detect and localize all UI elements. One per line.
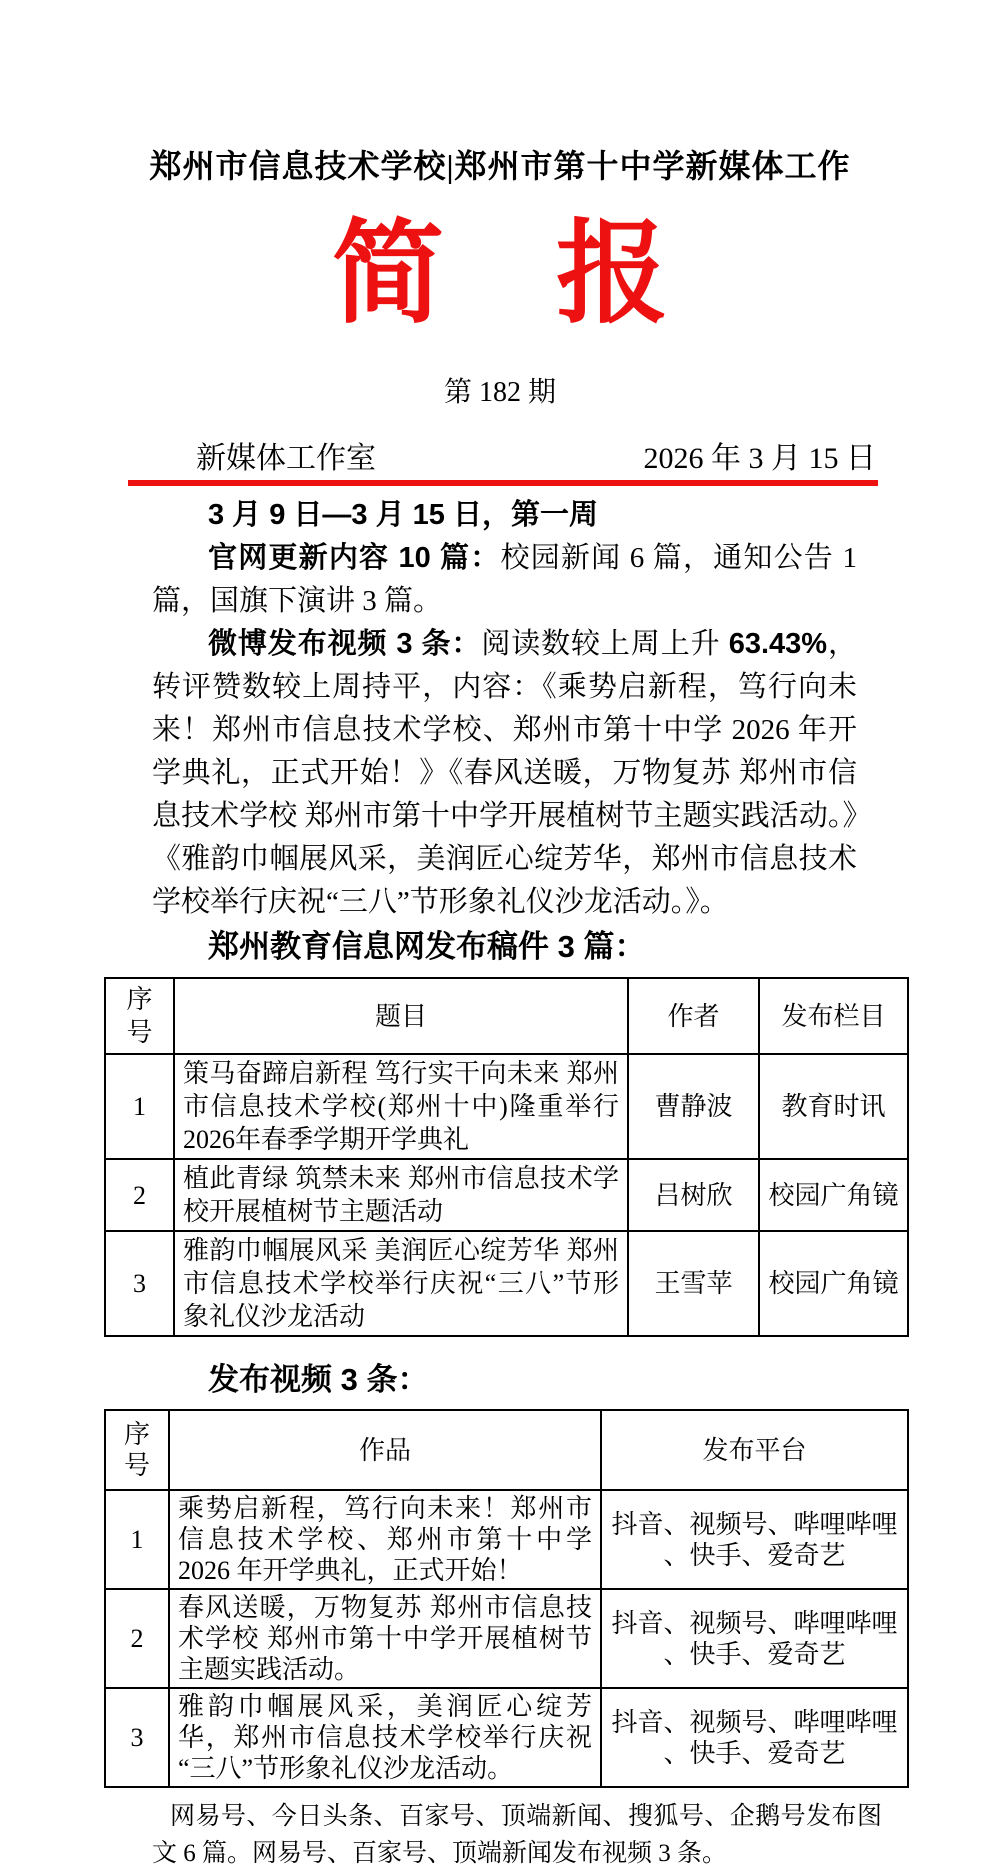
org-title: 郑州市信息技术学校|郑州市第十中学新媒体工作 bbox=[149, 148, 851, 184]
studio-name: 新媒体工作室 bbox=[196, 442, 376, 475]
website-update-detail: 校园新闻 6 篇，通知公告 1 篇，国旗下演讲 3 篇。 bbox=[152, 542, 857, 617]
work-cell: 雅韵巾帼展风采，美润匠心绽芳华，郑州市信息技术学校举行庆祝“三八”节形象礼仪沙龙活动。 bbox=[169, 1688, 601, 1787]
meta-row bbox=[196, 443, 876, 475]
table-row bbox=[105, 1490, 908, 1589]
bulletin-title: 简 报 bbox=[332, 211, 668, 336]
weibo-video-paragraph bbox=[152, 623, 857, 924]
weibo-detail-post: ，转评赞数较上周持平，内容：《乘势启新程，笃行向未来！郑州市信息技术学校、郑州市第十中学 2026 年开学典礼，正式开始！》《春风送暖，万物复苏 郑州市信息技术学校 郑州市第十中学开展植树节主题实践活动。》《雅韵巾帼展风采，美润匠心绽芳华，郑州市信息技术学校举行庆祝“三八”节形象礼仪沙龙活动。》。 bbox=[152, 628, 857, 918]
table-row bbox=[105, 1589, 908, 1688]
issue-date: 2026 年 3 月 15 日 bbox=[643, 442, 876, 475]
title-cell: 策马奋蹄启新程 笃行实干向未来 郑州市信息技术学校(郑州十中)隆重举行2026年春季学期开学典礼 bbox=[174, 1054, 628, 1159]
author-cell: 王雪苹 bbox=[628, 1231, 759, 1336]
col-header-work: 作品 bbox=[169, 1410, 601, 1490]
report-body bbox=[152, 494, 857, 924]
col-header-author: 作者 bbox=[628, 978, 759, 1054]
col-header-seq: 序号 bbox=[105, 1410, 169, 1490]
platform-cell: 抖音、视频号、哔哩哔哩 、快手、爱奇艺 bbox=[601, 1688, 908, 1787]
work-cell: 春风送暖，万物复苏 郑州市信息技术学校 郑州市第十中学开展植树节主题实践活动。 bbox=[169, 1589, 601, 1688]
seq-cell: 1 bbox=[105, 1490, 169, 1589]
table-row bbox=[105, 1159, 908, 1231]
col-header-seq: 序号 bbox=[105, 978, 174, 1054]
author-cell: 曹静波 bbox=[628, 1054, 759, 1159]
seq-cell: 2 bbox=[105, 1159, 174, 1231]
week-range-line bbox=[152, 494, 857, 537]
platform-cell: 抖音、视频号、哔哩哔哩 、快手、爱奇艺 bbox=[601, 1589, 908, 1688]
website-update-paragraph bbox=[152, 537, 857, 623]
platform-cell: 抖音、视频号、哔哩哔哩 、快手、爱奇艺 bbox=[601, 1490, 908, 1589]
col-header-platform: 发布平台 bbox=[601, 1410, 908, 1490]
work-cell: 乘势启新程，笃行向未来！郑州市信息技术学校、郑州市第十中学 2026 年开学典礼，正式开始！ bbox=[169, 1490, 601, 1589]
table-row bbox=[105, 1231, 908, 1336]
table-row bbox=[105, 1054, 908, 1159]
videos-table-heading: 发布视频 3 条： bbox=[208, 1362, 429, 1397]
title-cell: 雅韵巾帼展风采 美润匠心绽芳华 郑州市信息技术学校举行庆祝“三八”节形象礼仪沙龙活动 bbox=[174, 1231, 628, 1336]
author-cell: 吕树欣 bbox=[628, 1159, 759, 1231]
column-cell: 校园广角镜 bbox=[759, 1231, 908, 1336]
column-cell: 教育时讯 bbox=[759, 1054, 908, 1159]
seq-cell: 3 bbox=[105, 1231, 174, 1336]
red-divider-rule bbox=[128, 480, 878, 486]
videos-table bbox=[104, 1409, 909, 1788]
articles-table bbox=[104, 977, 909, 1337]
week-range-text: 3 月 9 日—3 月 15 日，第一周 bbox=[208, 499, 598, 531]
bulletin-document-page bbox=[0, 145, 1000, 1867]
weibo-detail-pre: 阅读数较上周上升 bbox=[481, 628, 729, 660]
column-cell: 校园广角镜 bbox=[759, 1159, 908, 1231]
issue-number: 第 182 期 bbox=[443, 377, 556, 408]
weibo-video-lead: 微博发布视频 3 条： bbox=[208, 628, 482, 660]
seq-cell: 1 bbox=[105, 1054, 174, 1159]
col-header-title: 题目 bbox=[174, 978, 628, 1054]
videos-header-row bbox=[105, 1410, 908, 1490]
col-header-column: 发布栏目 bbox=[759, 978, 908, 1054]
title-cell: 植此青绿 筑禁未来 郑州市信息技术学校开展植树节主题活动 bbox=[174, 1159, 628, 1231]
website-update-lead: 官网更新内容 10 篇： bbox=[208, 542, 501, 574]
table-row bbox=[105, 1688, 908, 1787]
seq-cell: 3 bbox=[105, 1688, 169, 1787]
articles-table-heading: 郑州教育信息网发布稿件 3 篇： bbox=[208, 929, 646, 964]
weibo-percent-value: 63.43% bbox=[728, 628, 828, 660]
seq-cell: 2 bbox=[105, 1589, 169, 1688]
distribution-summary: 网易号、今日头条、百家号、顶端新闻、搜狐号、企鹅号发布图文 6 篇。网易号、百家号、顶端新闻发布视频 3 条。 bbox=[152, 1803, 882, 1867]
articles-header-row bbox=[105, 978, 908, 1054]
